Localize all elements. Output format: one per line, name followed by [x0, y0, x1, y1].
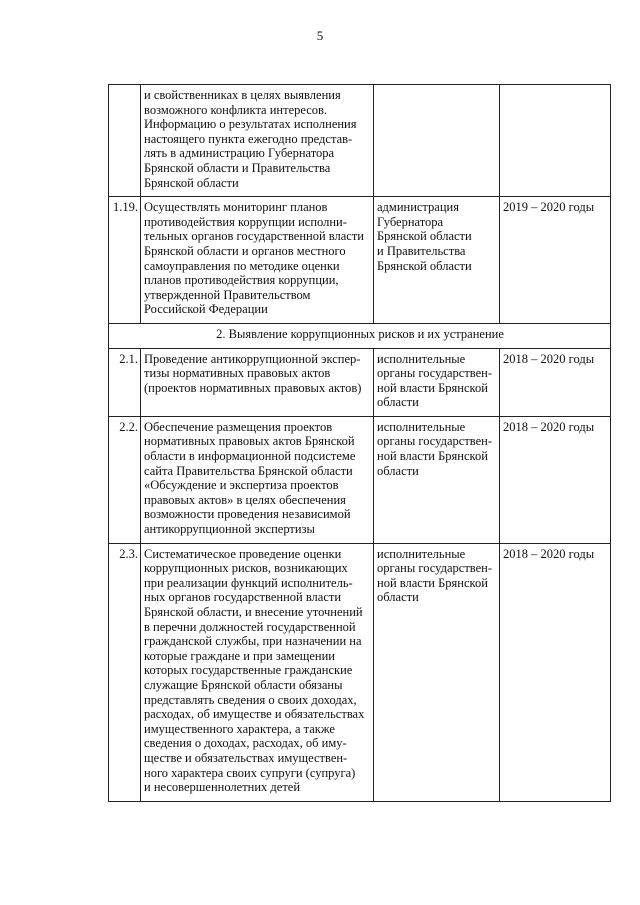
item-executor: исполнительные органы государствен- ной власти Брянской области	[374, 416, 500, 543]
item-term: 2018 – 2020 годы	[500, 416, 611, 543]
item-number: 2.3.	[109, 543, 141, 801]
table-row	[109, 348, 611, 416]
anticorruption-plan-table	[108, 84, 611, 802]
item-executor: администрация Губернатора Брянской области и Правительства Брянской области	[374, 197, 500, 324]
item-number	[109, 85, 141, 197]
item-description: Проведение антикоррупционной экспер- тизы нормативных правовых актов (проектов нормативных правовых актов)	[141, 348, 374, 416]
section-title: 2. Выявление коррупционных рисков и их устранение	[109, 323, 611, 348]
item-term	[500, 85, 611, 197]
item-executor: исполнительные органы государствен- ной власти Брянской области	[374, 543, 500, 801]
table-row	[109, 197, 611, 324]
item-executor	[374, 85, 500, 197]
section-header-row	[109, 323, 611, 348]
item-number: 2.2.	[109, 416, 141, 543]
table-row	[109, 543, 611, 801]
table-row	[109, 85, 611, 197]
item-term: 2018 – 2020 годы	[500, 348, 611, 416]
item-term: 2018 – 2020 годы	[500, 543, 611, 801]
item-description: Осуществлять мониторинг планов противодействия коррупции исполни- тельных органов государственной власти Брянской области и органов местного самоуправления по методике оценки планов противодействия коррупции, утвержденной Правительством Российской Федерации	[141, 197, 374, 324]
item-description: и свойственниках в целях выявления возможного конфликта интересов. Информацию о результатах исполнения настоящего пункта ежегодно представ- лять в администрацию Губернатора Брянской области и Правительства Брянской области	[141, 85, 374, 197]
table-row	[109, 416, 611, 543]
item-number: 2.1.	[109, 348, 141, 416]
item-term: 2019 – 2020 годы	[500, 197, 611, 324]
item-description: Систематическое проведение оценки коррупционных рисков, возникающих при реализации функций исполнитель- ных органов государственной власти Брянской области, и внесение уточнений в перечни должностей государственной гражданской службы, при назначении на которые граждане и при замещении которых государственные гражданские служащие Брянской области обязаны представлять сведения о своих доходах, расходах, об имуществе и обязательствах имущественного характера, а также сведения о доходах, расходах, об иму- ществе и обязательствах имуществен- ного характера своих супруги (супруга) и несовершеннолетних детей	[141, 543, 374, 801]
page-number: 5	[316, 28, 324, 43]
item-number: 1.19.	[109, 197, 141, 324]
item-executor: исполнительные органы государствен- ной власти Брянской области	[374, 348, 500, 416]
item-description: Обеспечение размещения проектов нормативных правовых актов Брянской области в информационной подсистеме сайта Правительства Брянской области «Обсуждение и экспертиза проектов правовых актов» в целях обеспечения возможности проведения независимой антикоррупционной экспертизы	[141, 416, 374, 543]
